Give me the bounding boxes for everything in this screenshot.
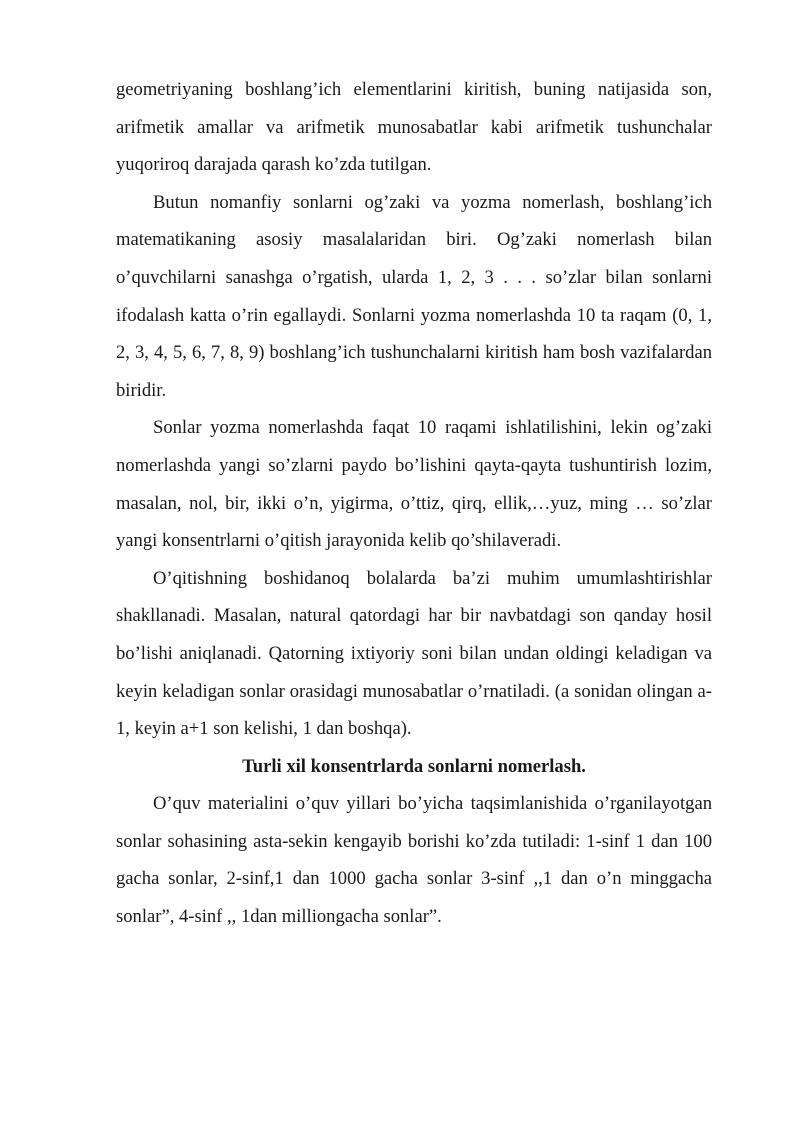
document-page (116, 71, 712, 936)
paragraph-1: geometriyaning boshlang’ich elementlarini kiritish, buning natijasida son, arifmetik amallar va arifmetik munosabatlar kabi arifmetik tushunchalar yuqoriroq darajada qarash ko’zda tutilgan. (116, 79, 712, 176)
paragraph-3: Sonlar yozma nomerlashda faqat 10 raqami ishlatilishini, lekin og’zaki nomerlashda yangi so’zlarni paydo bo’lishini qayta-qayta tushuntirish lozim, masalan, nol, bir, ikki o’n, yigirma, o’ttiz, qirq, ellik,…yuz, ming … so’zlar yangi konsentrlarni o’qitish jarayonida kelib qo’shilaveradi. (116, 417, 712, 552)
paragraph-4: O’qitishning boshidanoq bolalarda ba’zi muhim umumlashtirishlar shakllanadi. Masalan, natural qatordagi har bir navbatdagi son qanday hosil bo’lishi aniqlanadi. Qatorning ixtiyoriy soni bilan undan oldingi keladigan va keyin keladigan sonlar orasidagi munosabatlar o’rnatiladi. (a sonidan olingan a-1, keyin a+1 son kelishi, 1 dan boshqa). (116, 567, 712, 740)
section-heading: Turli xil konsentrlarda sonlarni nomerlash. (242, 755, 586, 777)
paragraph-2: Butun nomanfiy sonlarni og’zaki va yozma nomerlash, boshlang’ich matematikaning asosiy masalalaridan biri. Og’zaki nomerlash bilan o’quvchilarni sanashga o’rgatish, ularda 1, 2, 3 . . . so’zlar bilan sonlarni ifodalash katta o’rin egallaydi. Sonlarni yozma nomerlashda 10 ta raqam (0, 1, 2, 3, 4, 5, 6, 7, 8, 9) boshlang’ich tushunchalarni kiritish ham bosh vazifalardan biridir. (116, 191, 712, 401)
paragraph-5: O’quv materialini o’quv yillari bo’yicha taqsimlanishida o’rganilayotgan sonlar sohasining asta-sekin kengayib borishi ko’zda tutiladi: 1-sinf 1 dan 100 gacha sonlar, 2-sinf,1 dan 1000 gacha sonlar 3-sinf ,,1 dan o’n minggacha sonlar”, 4-sinf ,, 1dan milliongacha sonlar”. (116, 793, 712, 928)
